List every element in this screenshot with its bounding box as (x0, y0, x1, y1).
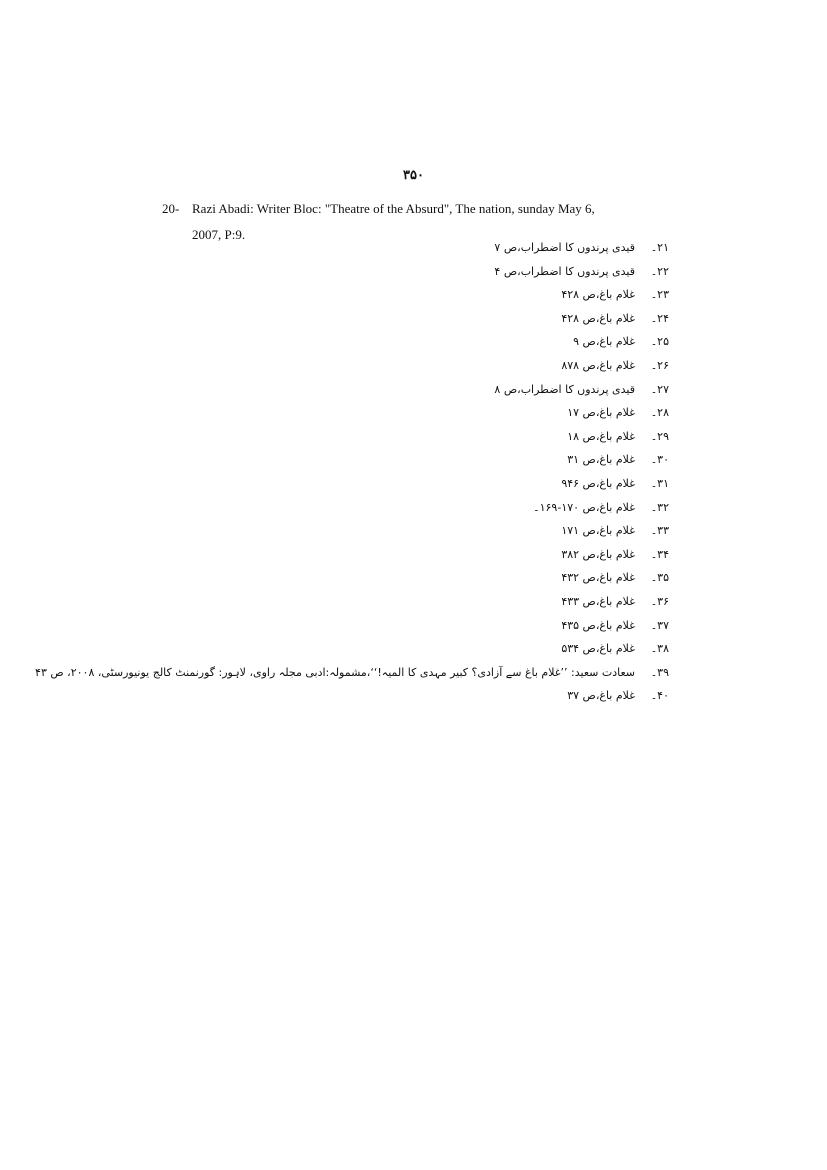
note-text: غلام باغ،ص ۴۳۳ (561, 594, 635, 608)
list-item (109, 590, 669, 614)
list-item (109, 448, 669, 472)
list-item (109, 425, 669, 449)
list-item (109, 496, 669, 520)
list-item (109, 354, 669, 378)
note-number: ۳۷۔ (650, 618, 669, 632)
note-number: ۴۰۔ (650, 689, 669, 703)
list-item (109, 307, 669, 331)
note-number: ۳۳۔ (650, 524, 669, 538)
note-number: ۲۵۔ (650, 335, 669, 349)
note-number: ۳۲۔ (650, 500, 669, 514)
note-text: غلام باغ،ص ۱۷۱ (561, 524, 635, 538)
note-text: غلام باغ،ص ۴۲۸ (561, 311, 635, 325)
list-item (35, 661, 669, 685)
list-item (109, 684, 669, 708)
reference-text-line1: Razi Abadi: Writer Bloc: "Theatre of the Absurd", The nation, sunday May 6, (192, 201, 595, 216)
note-number: ۲۶۔ (650, 358, 669, 372)
note-text: غلام باغ،ص ۳۷ (567, 689, 635, 703)
note-number: ۲۳۔ (650, 288, 669, 302)
note-text: غلام باغ،ص ۳۸۲ (561, 547, 635, 561)
list-item (109, 519, 669, 543)
list-item (109, 472, 669, 496)
list-item (109, 283, 669, 307)
list-item (109, 637, 669, 661)
note-text: غلام باغ،ص ۹۴۶ (561, 476, 635, 490)
note-number: ۲۲۔ (650, 264, 669, 278)
list-item (109, 260, 669, 284)
note-number: ۳۸۔ (650, 642, 669, 656)
list-item (109, 566, 669, 590)
note-text: قیدی پرندوں کا اضطراب،ص ۷ (494, 241, 635, 254)
note-text: غلام باغ،ص ۵۳۴ (561, 642, 635, 656)
note-number: ۳۶۔ (650, 594, 669, 608)
list-item (109, 330, 669, 354)
note-number: ۳۹۔ (650, 665, 669, 679)
note-text: غلام باغ،ص ۸۷۸ (561, 358, 635, 372)
list-item (109, 401, 669, 425)
note-number: ۳۰۔ (650, 453, 669, 467)
note-text: قیدی پرندوں کا اضطراب،ص ۸ (494, 382, 635, 396)
note-number: ۲۸۔ (650, 406, 669, 420)
note-number: ۲۴۔ (650, 311, 669, 325)
note-text: غلام باغ،ص ۱۷۰-۱۶۹۔ (533, 500, 635, 514)
note-text: غلام باغ،ص ۱۷ (567, 406, 635, 420)
reference-text-line2: 2007, P:9. (192, 227, 246, 242)
note-text: سعادت سعید: ’’غلام باغ سے آزادی؟ کبیر مہدی کا المیہ!‘‘،مشمولہ:ادبی مجلہ راوی، لاہور: گورنمنٹ کالج یونیورسٹی، ۲۰۰۸، ص ۴۳ (35, 665, 635, 679)
note-text: غلام باغ،ص ۳۱ (567, 453, 635, 467)
note-text: غلام باغ،ص ۴۳۵ (561, 618, 635, 632)
note-number: ۳۵۔ (650, 571, 669, 585)
note-number: ۳۴۔ (650, 547, 669, 561)
note-number: ۲۹۔ (650, 429, 669, 443)
note-number: ۲۷۔ (650, 382, 669, 396)
page-number: ۳۵۰ (403, 168, 424, 183)
list-item (109, 543, 669, 567)
note-text: غلام باغ،ص ۹ (573, 335, 635, 349)
reference-number: 20- (162, 201, 180, 216)
note-text: غلام باغ،ص ۴۲۸ (561, 288, 635, 302)
urdu-notes-list (35, 236, 669, 708)
note-number: ۲۱۔ (650, 241, 669, 254)
note-number: ۳۱۔ (650, 476, 669, 490)
list-item (109, 614, 669, 638)
note-text: قیدی پرندوں کا اضطراب،ص ۴ (494, 264, 635, 278)
note-text: غلام باغ،ص ۴۳۲ (561, 571, 635, 585)
list-item (109, 236, 669, 260)
note-text: غلام باغ،ص ۱۸ (567, 429, 635, 443)
list-item (109, 378, 669, 402)
